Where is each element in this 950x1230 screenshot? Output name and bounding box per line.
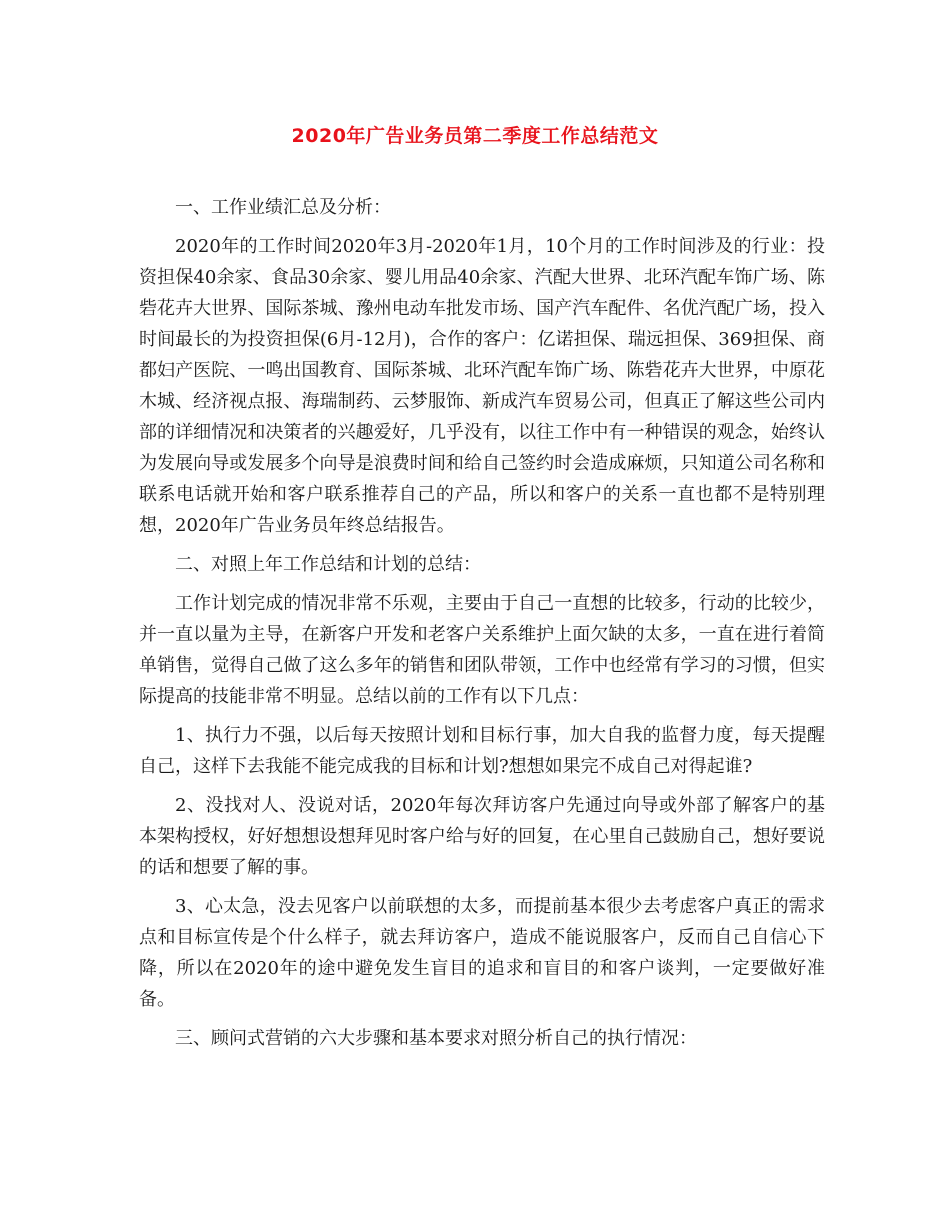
list-item: 2、没找对人、没说对话，2020年每次拜访客户先通过向导或外部了解客户的基本架构授权，好好想想设想拜见时客户给与好的回复，在心里自己鼓励自己，想好要说的话和想要了解的事。	[139, 795, 825, 878]
paragraph: 2020年的工作时间2020年3月-2020年1月，10个月的工作时间涉及的行业：投资担保40余家、食品30余家、婴儿用品40余家、汽配大世界、北环汽配车饰广场、陈砦花卉大世界、国际茶城、豫州电动车批发市场、国产汽车配件、名优汽配广场，投入时间最长的为投资担保(6月-12月)，合作的客户：亿诺担保、瑞远担保、369担保、商都妇产医院、一鸣出国教育、国际茶城、北环汽配车饰广场、陈砦花卉大世界，中原花木城、经济视点报、海瑞制药、云梦服饰、新成汽车贸易公司，但真正了解这些公司内部的详细情况和决策者的兴趣爱好，几乎没有，以往工作中有一种错误的观念，始终认为发展向导或发展多个向导是浪费时间和给自己签约时会造成麻烦，只知道公司名称和联系电话就开始和客户联系推荐自己的产品，所以和客户的关系一直也都不是特别理想，2020年广告业务员年终总结报告。	[139, 236, 825, 536]
document-body	[139, 192, 825, 1062]
paragraph: 工作计划完成的情况非常不乐观，主要由于自己一直想的比较多，行动的比较少，并一直以量为主导，在新客户开发和老客户关系维护上面欠缺的太多，一直在进行着简单销售，觉得自己做了这么多年的销售和团队带领，工作中也经常有学习的习惯，但实际提高的技能非常不明显。总结以前的工作有以下几点：	[139, 593, 825, 707]
section-heading-3: 三、顾问式营销的六大步骤和基本要求对照分析自己的执行情况：	[175, 1028, 697, 1049]
list-item: 1、执行力不强，以后每天按照计划和目标行事，加大自我的监督力度，每天提醒自己，这样下去我能不能完成我的目标和计划?想想如果完不成自己对得起谁?	[139, 725, 825, 777]
section-heading-2: 二、对照上年工作总结和计划的总结：	[175, 554, 481, 575]
list-item: 3、心太急，没去见客户以前联想的太多，而提前基本很少去考虑客户真正的需求点和目标宣传是个什么样子，就去拜访客户，造成不能说服客户，反而自己自信心下降，所以在2020年的途中避免发生盲目的追求和盲目的和客户谈判，一定要做好准备。	[139, 896, 825, 1010]
document-title: 2020年广告业务员第二季度工作总结范文	[291, 125, 659, 147]
section-heading-1: 一、工作业绩汇总及分析：	[175, 197, 391, 218]
